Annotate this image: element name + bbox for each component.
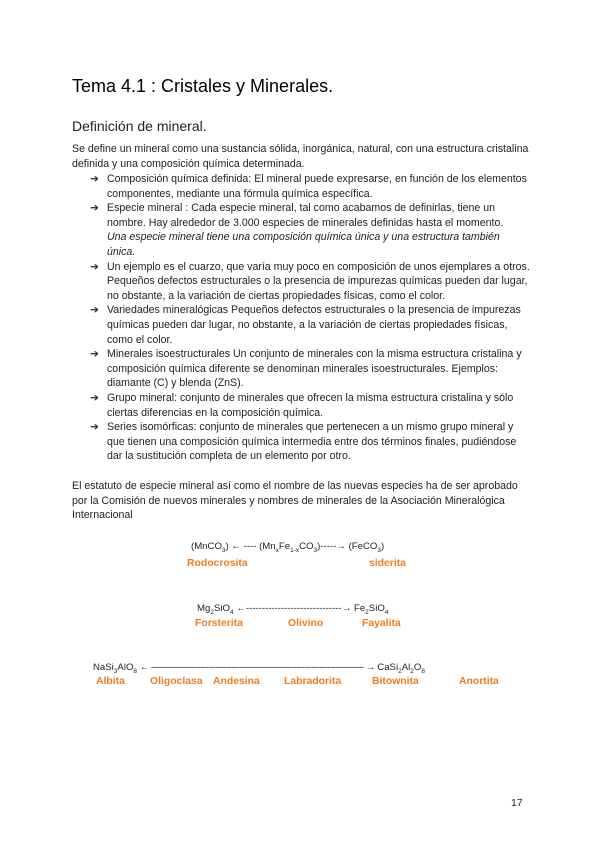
- list-item: [90, 420, 530, 464]
- arrow-icon: ➔: [90, 421, 99, 434]
- mineral-label-rodocrosita: Rodocrosita: [187, 558, 248, 569]
- list-item: [90, 260, 530, 304]
- list-item-italic-note: Una especie mineral tiene una composición química única y una estructura también única.: [107, 231, 500, 258]
- carbonate-series-formula: (MnCO$_3$) ← ---- $(Mn_xFe_{1-x}CO_3)-----\to$ (FeCO$_3$): [191, 541, 385, 554]
- list-item-text: Series isomórficas: conjunto de minerales que pertenecen a un mismo grupo mineral y que tienen una composición química intermedia entre dos términos finales, pudiéndose dar la sustitución completa de un elemento por otro.: [107, 421, 517, 463]
- intro-paragraph: Se define un mineral como una sustancia sólida, inorgánica, natural, con una estructura cristalina definida y una composición química determinada.: [72, 143, 529, 170]
- list-item-text: Variedades mineralógicas Pequeños defectos estructurales o la presencia de impurezas químicas pueden dar lugar, no obstante, a la variación de ciertas propiedades físicas, como el color.: [107, 304, 521, 346]
- arrow-icon: ➔: [90, 348, 99, 361]
- mineral-label-oligoclasa: Oligoclasa: [150, 676, 203, 687]
- arrow-icon: ➔: [90, 202, 99, 215]
- mineral-label-forsterita: Forsterita: [195, 618, 243, 629]
- mineral-label-olivino: Olivino: [288, 618, 324, 629]
- definition-list: [90, 172, 530, 464]
- list-item-text: Minerales isoestructurales Un conjunto de minerales con la misma estructura cristalina y composición química diferente se denominan minerales isoestructurales. Ejemplos: diamante (C) y blenda (ZnS).: [107, 348, 522, 390]
- mineral-label-albita: Albita: [96, 676, 125, 687]
- mineral-label-anortita: Anortita: [459, 676, 499, 687]
- arrow-icon: ➔: [90, 173, 99, 185]
- arrow-icon: ➔: [90, 391, 99, 404]
- page-title: Tema 4.1 : Cristales y Minerales.: [72, 76, 334, 96]
- mineral-label-bitownita: Bitownita: [372, 676, 419, 687]
- closing-paragraph: El estatuto de especie mineral así como el nombre de las nuevas especies ha de ser aprobado por la Comisión de nuevos minerales y nombres de minerales de la Asociación Mineralógica Internacional: [72, 480, 518, 522]
- olivine-series-formula: $Mg_2SiO_4$ ←------------------------------→ $Fe_2SiO_4$: [197, 603, 389, 616]
- list-item: [90, 347, 530, 391]
- list-item: [90, 391, 530, 420]
- list-item-text: Grupo mineral: conjunto de minerales que ofrecen la misma estructura cristalina y sólo ciertas diferencias en la composición química.: [107, 391, 514, 419]
- plagioclase-series-formula: NaSi$_3$AlO$_8$ ← ---------------------------------------------------------------------------------- → $CaSi_2Al_2O_8$: [93, 662, 425, 675]
- list-item-text: Un ejemplo es el cuarzo, que varía muy poco en composición de unos ejemplares a otros. Pequeños defectos estructurales o la presencia de impurezas químicas pueden dar lugar, no obstante, a la variación de ciertas propiedades físicas, como el color.: [107, 260, 530, 302]
- mineral-label-labradorita: Labradorita: [284, 676, 342, 687]
- list-item: [90, 303, 530, 347]
- list-item: [90, 201, 530, 259]
- list-item-text: Especie mineral : Cada especie mineral, tal como acabamos de definirlas, tiene un nombre. Hay alrededor de 3.000 especies de minerales definidas hasta el momento.: [107, 202, 504, 229]
- section-heading: Definición de mineral.: [72, 118, 207, 134]
- arrow-icon: ➔: [90, 304, 99, 317]
- mineral-label-siderita: siderita: [369, 558, 406, 569]
- mineral-label-andesina: Andesina: [213, 676, 260, 687]
- page-number: 17: [511, 797, 523, 809]
- arrow-icon: ➔: [90, 260, 99, 273]
- list-item-text: Composición química definida: El mineral puede expresarse, en función de los elementos componentes, mediante una fórmula química específica.: [107, 173, 527, 200]
- list-item: [90, 172, 530, 201]
- mineral-label-fayalita: Fayalita: [362, 618, 401, 629]
